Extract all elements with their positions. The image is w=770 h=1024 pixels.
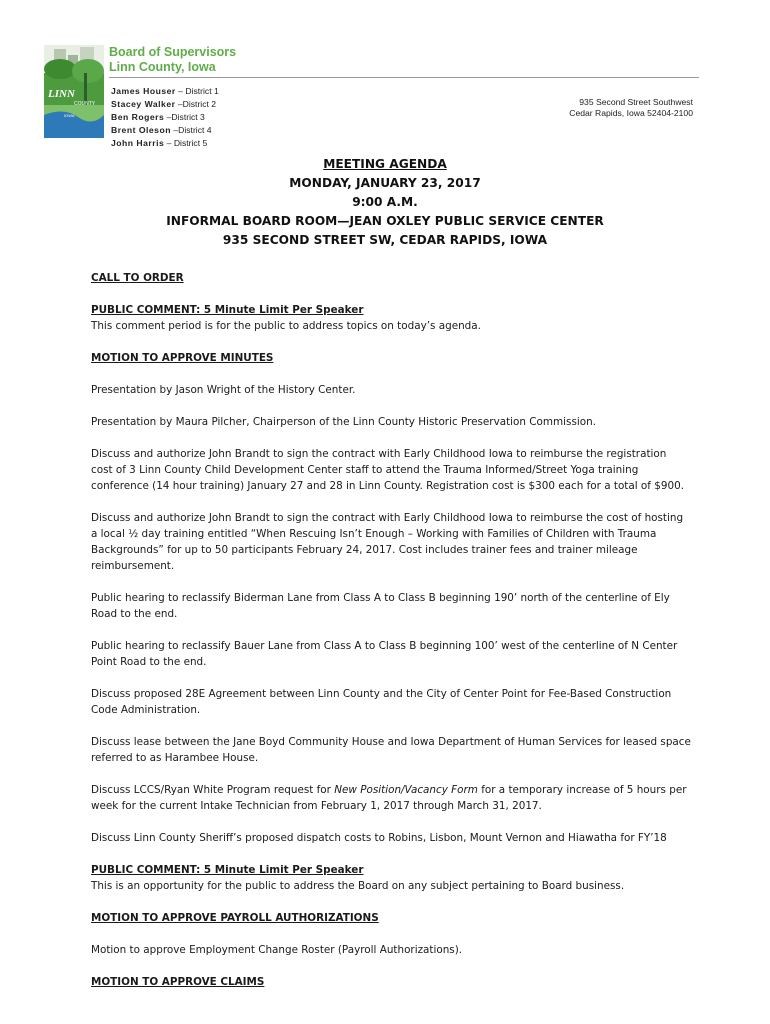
agenda-item: Presentation by Maura Pilcher, Chairperson of the Linn County Historic Preservation Commission. [91, 416, 597, 428]
motion-payroll-heading: MOTION TO APPROVE PAYROLL AUTHORIZATIONS [91, 912, 379, 924]
svg-text:LINN: LINN [48, 88, 75, 100]
member-district: District 4 [178, 125, 212, 135]
header-divider [109, 77, 699, 78]
member-name: Ben Rogers [111, 112, 165, 122]
member-district: District 3 [171, 112, 205, 122]
member-sep: – [166, 112, 172, 122]
agenda-item: Public hearing to reclassify Bauer Lane from Class A to Class B beginning 100’ west of the centerline of N Center Point Road to the end. [91, 640, 678, 668]
agenda-item: Discuss Linn County Sheriff’s proposed dispatch costs to Robins, Lisbon, Mount Vernon and Hiawatha for FY’18 [91, 832, 667, 844]
agenda-item: Presentation by Jason Wright of the History Center. [91, 384, 356, 396]
public-comment-text: This comment period is for the public to address topics on today’s agenda. [91, 320, 481, 332]
motion-minutes-heading: MOTION TO APPROVE MINUTES [91, 352, 274, 364]
address-line2: Cedar Rapids, Iowa 52404-2100 [569, 108, 693, 118]
agenda-section [91, 974, 691, 990]
agenda-item: Motion to approve Employment Change Roster (Payroll Authorizations). [91, 944, 463, 956]
address-line1: 935 Second Street Southwest [579, 97, 693, 107]
meeting-date: MONDAY, JANUARY 23, 2017 [289, 176, 481, 190]
call-to-order-heading: CALL TO ORDER [91, 272, 184, 284]
agenda-section [91, 270, 691, 286]
board-members-list [111, 85, 219, 150]
org-name [109, 45, 236, 75]
member-sep: – [166, 138, 174, 148]
member-sep: – [178, 86, 186, 96]
agenda-item: Discuss and authorize John Brandt to sign the contract with Early Childhood Iowa to reimburse the registration cost of 3 Linn County Child Development Center staff to attend the Trauma Informed/Street Yoga training conference (14 hour training) January 27 and 28 in Linn County. Registration cost is $300 each for a total of $900. [91, 448, 684, 492]
agenda-section [91, 862, 691, 894]
agenda-body [91, 270, 691, 1006]
meeting-address: 935 SECOND STREET SW, CEDAR RAPIDS, IOWA [222, 233, 548, 247]
agenda-item-text: Discuss LCCS/Ryan White Program request for [91, 784, 335, 796]
board-member [111, 111, 219, 124]
motion-claims-heading: MOTION TO APPROVE CLAIMS [91, 976, 265, 988]
agenda-item: Discuss and authorize John Brandt to sign the contract with Early Childhood Iowa to reimburse the cost of hosting a local ½ day training entitled “When Rescuing Isn’t Enough – Working with Families of Children with Trauma Backgrounds” for up to 50 participants February 24, 2017. Cost includes trainer fees and trainer mileage reimbursement. [91, 512, 684, 572]
member-sep: – [177, 99, 183, 109]
public-comment-heading: PUBLIC COMMENT: 5 Minute Limit Per Speaker [91, 304, 364, 316]
org-name-line2: Linn County, Iowa [109, 60, 216, 74]
member-district: District 2 [182, 99, 217, 109]
agenda-item: Discuss proposed 28E Agreement between Linn County and the City of Center Point for Fee-Based Construction Code Administration. [91, 688, 672, 716]
agenda-title: MEETING AGENDA [323, 157, 447, 171]
agenda-item-text: for a temporary increase of 5 hours per week for the current Intake Technician from February 1, 2017 through March 31, 2017. [91, 784, 687, 812]
agenda-item: Public hearing to reclassify Biderman Lane from Class A to Class B beginning 190’ north of the centerline of Ely Road to the end. [91, 592, 670, 620]
svg-text:COUNTY: COUNTY [74, 101, 96, 107]
member-district: District 1 [185, 86, 219, 96]
form-name: New Position/Vacancy Form [334, 784, 478, 796]
agenda-section [91, 350, 691, 366]
board-member [111, 98, 219, 111]
svg-text:IOWA: IOWA [64, 113, 75, 118]
board-member [111, 85, 219, 98]
office-address [569, 97, 693, 119]
member-name: Stacey Walker [111, 99, 176, 109]
agenda-section [91, 910, 691, 926]
meeting-location: INFORMAL BOARD ROOM—JEAN OXLEY PUBLIC SERVICE CENTER [166, 214, 604, 228]
member-district: District 5 [173, 138, 208, 148]
org-name-line1: Board of Supervisors [109, 45, 237, 59]
board-member [111, 137, 219, 150]
agenda-item: Discuss lease between the Jane Boyd Community House and Iowa Department of Human Services for leased space referred to as Harambee House. [91, 736, 691, 764]
board-member [111, 124, 219, 137]
agenda-title-block [0, 155, 770, 250]
member-name: John Harris [111, 138, 165, 148]
agenda-section [91, 302, 691, 334]
member-sep: – [173, 125, 179, 135]
agenda-item [91, 782, 691, 814]
linn-county-logo [44, 45, 104, 138]
public-comment-heading: PUBLIC COMMENT: 5 Minute Limit Per Speaker [91, 864, 364, 876]
member-name: James Houser [111, 86, 176, 96]
member-name: Brent Oleson [111, 125, 171, 135]
public-comment-text: This is an opportunity for the public to address the Board on any subject pertaining to Board business. [91, 880, 625, 892]
meeting-time: 9:00 A.M. [352, 195, 418, 209]
